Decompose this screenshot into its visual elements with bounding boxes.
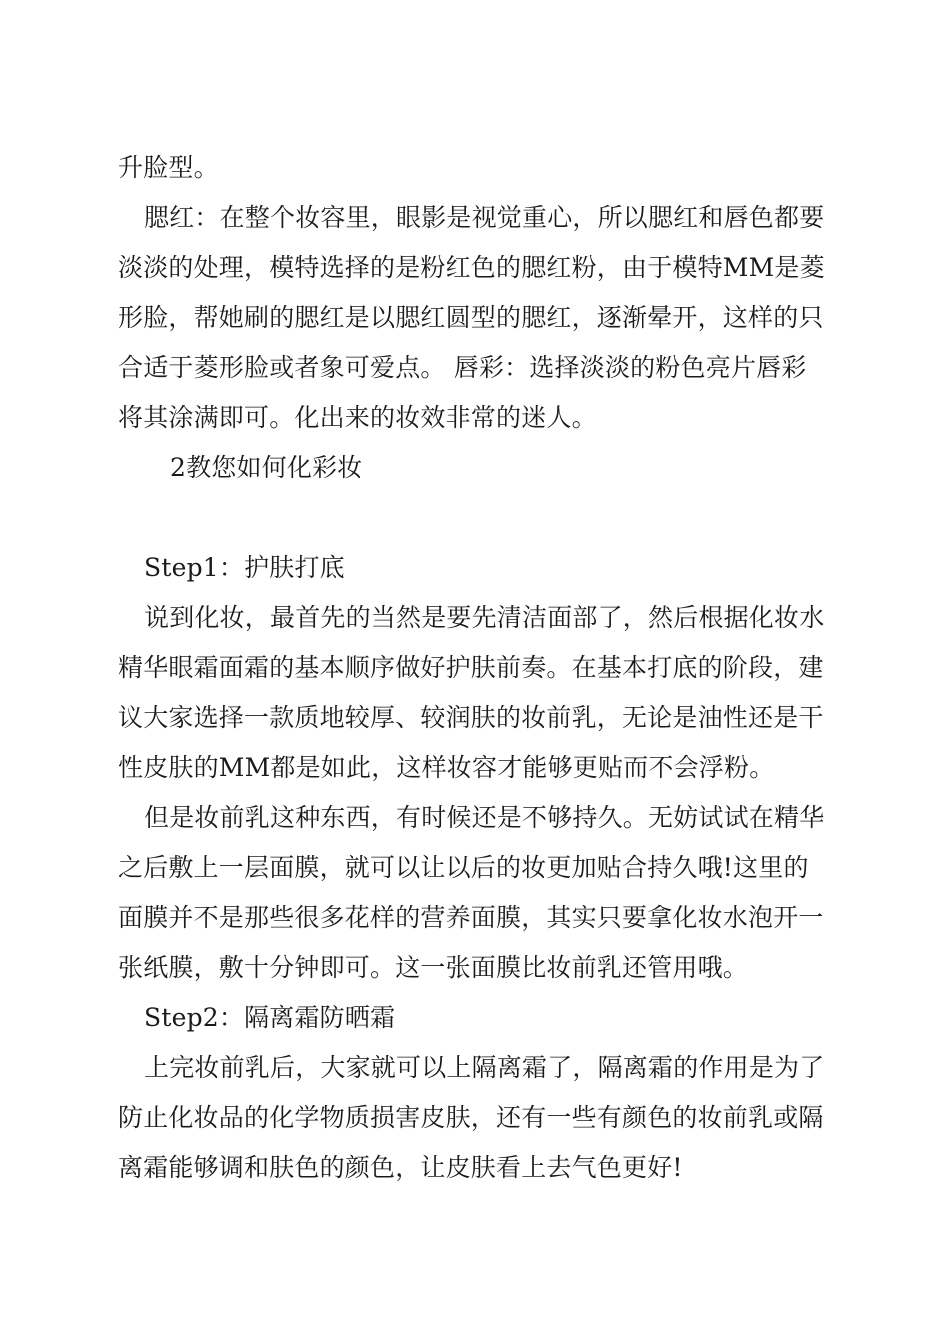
text-line: 上完妆前乳后，大家就可以上隔离霜了，隔离霜的作用是为了: [144, 1053, 825, 1082]
text-line: 防止化妆品的化学物质损害皮肤，还有一些有颜色的妆前乳或隔: [118, 1103, 824, 1132]
text-line: 合适于菱形脸或者象可爱点。 唇彩：选择淡淡的粉色亮片唇彩: [118, 353, 807, 382]
text-line: 面膜并不是那些很多花样的营养面膜，其实只要拿化妆水泡开一: [118, 903, 824, 932]
text-line: 性皮肤的MM都是如此，这样妆容才能够更贴而不会浮粉。: [118, 753, 775, 782]
text-line: 腮红：在整个妆容里，眼影是视觉重心，所以腮红和唇色都要: [144, 203, 825, 232]
text-line: 离霜能够调和肤色的颜色，让皮肤看上去气色更好!: [118, 1153, 683, 1182]
text-line: 精华眼霜面霜的基本顺序做好护肤前奏。在基本打底的阶段，建: [118, 653, 824, 682]
text-line: 升脸型。: [118, 153, 219, 182]
text-line: 淡淡的处理，模特选择的是粉红色的腮红粉，由于模特MM是菱: [118, 253, 825, 282]
text-line: 形脸，帮她刷的腮红是以腮红圆型的腮红，逐渐晕开，这样的只: [118, 303, 824, 332]
text-line: 但是妆前乳这种东西，有时候还是不够持久。无妨试试在精华: [144, 803, 825, 832]
text-line: 将其涂满即可。化出来的妆效非常的迷人。: [118, 403, 597, 432]
step-heading: Step2：隔离霜防晒霜: [144, 1003, 396, 1032]
text-line: 张纸膜，敷十分钟即可。这一张面膜比妆前乳还管用哦。: [118, 953, 749, 982]
section-heading: 2教您如何化彩妆: [170, 453, 363, 482]
step-heading: Step1：护肤打底: [144, 553, 345, 582]
text-line: 之后敷上一层面膜，就可以让以后的妆更加贴合持久哦!这里的: [118, 853, 809, 882]
text-line: 议大家选择一款质地较厚、较润肤的妆前乳，无论是油性还是干: [118, 703, 824, 732]
text-line: 说到化妆，最首先的当然是要先清洁面部了，然后根据化妆水: [144, 603, 825, 632]
